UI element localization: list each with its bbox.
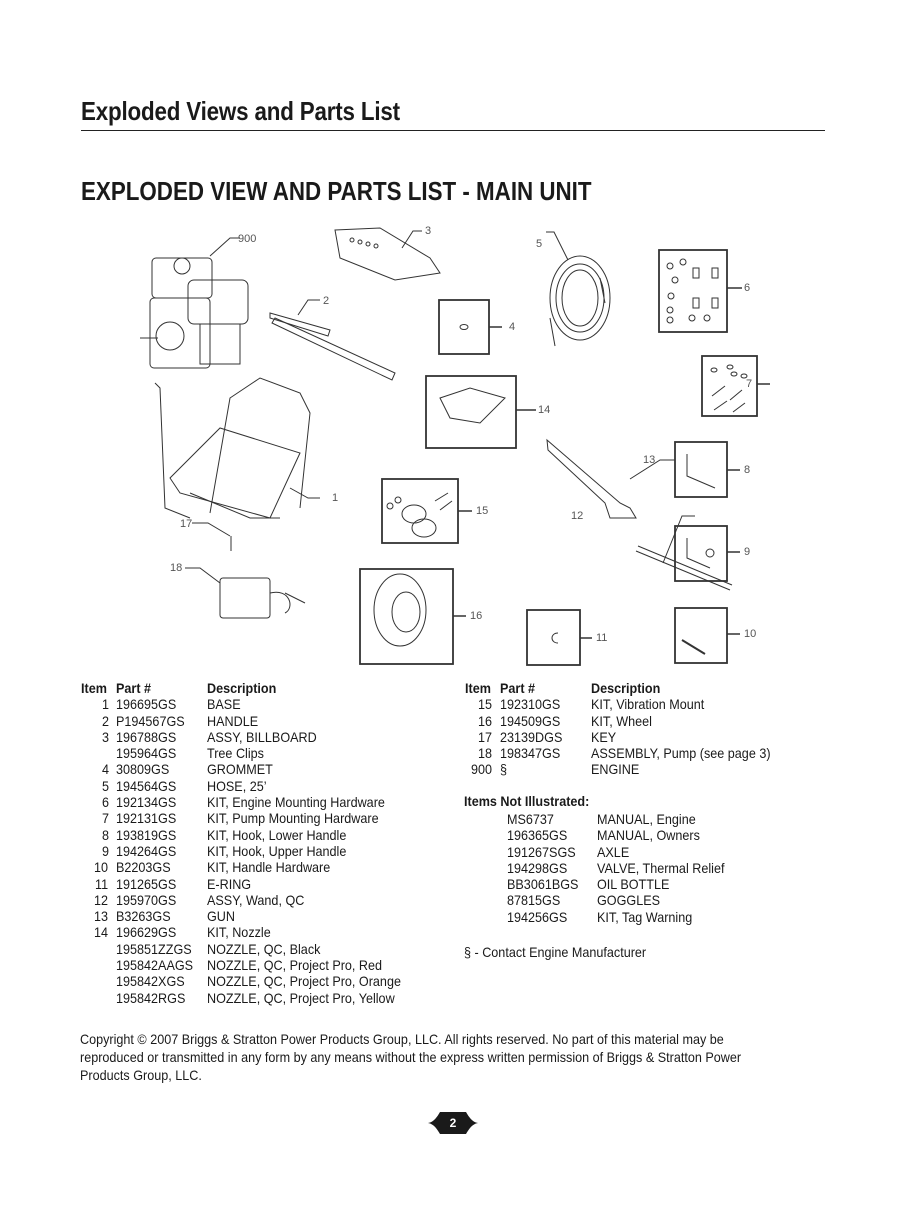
part-number: 194298GS (507, 859, 568, 876)
callout-1: 1 (332, 492, 339, 504)
item-number: 1 (102, 696, 110, 713)
table-row (464, 729, 790, 745)
page-number: 2 (449, 1116, 457, 1130)
item-number: 14 (94, 924, 109, 941)
part-description: MANUAL, Engine (597, 811, 696, 827)
item-number: 900 (470, 761, 492, 778)
table-header (80, 680, 423, 696)
copyright-line: Products Group, LLC. (80, 1067, 202, 1083)
part-description: NOZZLE, QC, Project Pro, Orange (207, 973, 401, 990)
e-ring-box (527, 610, 580, 665)
engine-footnote: § - Contact Engine Manufacturer (464, 944, 647, 960)
table-row (80, 713, 423, 729)
part-number: 191267SGS (507, 843, 576, 860)
callout-2: 2 (323, 295, 330, 307)
part-number: 194264GS (116, 842, 177, 859)
table-row (80, 745, 423, 761)
copyright-notice (80, 1030, 890, 1084)
item-number: 2 (102, 712, 110, 729)
table-row (80, 990, 423, 1006)
page-title: EXPLODED VIEW AND PARTS LIST - MAIN UNIT (81, 176, 592, 206)
item-number: 8 (102, 826, 110, 843)
part-description: KIT, Pump Mounting Hardware (207, 810, 379, 827)
copyright-line: Copyright © 2007 Briggs & Stratton Power Products Group, LLC. All rights reserved. No part of this material may be (80, 1031, 724, 1047)
list-item (507, 892, 739, 908)
table-row (464, 713, 790, 729)
table-row (80, 924, 423, 940)
part-description: GUN (207, 908, 236, 925)
part-description: KIT, Hook, Lower Handle (207, 826, 347, 843)
engine-illustration (140, 238, 248, 368)
part-number: 194256GS (507, 908, 568, 925)
item-number: 10 (94, 859, 109, 876)
table-row (464, 761, 790, 777)
part-description: OIL BOTTLE (597, 876, 670, 893)
item-number: 12 (94, 891, 109, 908)
callout-18: 18 (170, 562, 183, 574)
column-header-item: Item (81, 680, 108, 696)
item-number: 17 (478, 728, 493, 745)
part-number: 192134GS (116, 794, 177, 811)
part-description: NOZZLE, QC, Project Pro, Red (207, 957, 383, 974)
part-number: B3263GS (116, 908, 171, 925)
callout-13: 13 (643, 454, 656, 466)
part-number: 192131GS (116, 810, 177, 827)
part-number: 191265GS (116, 875, 177, 892)
part-number: 196629GS (116, 924, 177, 941)
table-row (80, 843, 423, 859)
part-description: ASSEMBLY, Pump (see page 3) (591, 745, 771, 762)
column-header-part: Part # (500, 680, 536, 696)
part-number: P194567GS (116, 712, 185, 729)
key-illustration (192, 523, 231, 551)
table-row (80, 696, 423, 712)
part-number: 196695GS (116, 696, 177, 713)
part-number: 87815GS (507, 892, 561, 909)
callout-9: 9 (744, 546, 751, 558)
item-number: 3 (102, 728, 110, 745)
items-not-illustrated-list (507, 811, 739, 925)
part-number: 195964GS (116, 745, 177, 762)
table-row (80, 810, 423, 826)
part-number: 192310GS (500, 696, 561, 713)
list-item (507, 811, 739, 827)
wand-illustration (636, 516, 732, 590)
callout-17: 17 (180, 518, 193, 530)
table-row (464, 745, 790, 761)
callout-12: 12 (571, 510, 584, 522)
table-row (80, 941, 423, 957)
item-number: 7 (102, 810, 110, 827)
section-title: Exploded Views and Parts List (81, 96, 400, 126)
table-row (80, 957, 423, 973)
part-number: B2203GS (116, 859, 171, 876)
item-number: 5 (102, 777, 110, 794)
part-description: Tree Clips (207, 745, 264, 762)
part-description: KIT, Wheel (591, 712, 652, 729)
table-row (80, 794, 423, 810)
callout-900: 900 (238, 233, 257, 245)
section-header (81, 94, 825, 128)
nozzle-kit-box (426, 376, 516, 448)
part-number: 23139DGS (500, 728, 563, 745)
part-description: KIT, Vibration Mount (591, 696, 705, 713)
list-item (507, 876, 739, 892)
part-description: VALVE, Thermal Relief (597, 859, 725, 876)
item-number: 18 (478, 745, 493, 762)
lower-hook-box (675, 442, 727, 497)
items-not-illustrated-heading: Items Not Illustrated: (464, 793, 590, 809)
header-divider (81, 130, 825, 131)
part-number: 196788GS (116, 728, 177, 745)
callout-14: 14 (538, 404, 551, 416)
base-frame-illustration (155, 378, 320, 518)
table-row (464, 696, 790, 712)
part-number: 195970GS (116, 891, 177, 908)
part-description: AXLE (597, 843, 630, 860)
table-row (80, 973, 423, 989)
part-number: 196365GS (507, 827, 568, 844)
part-description: ENGINE (591, 761, 640, 778)
table-row (80, 778, 423, 794)
part-number: 194564GS (116, 777, 177, 794)
grommet-box (439, 300, 489, 354)
column-header-description: Description (207, 680, 277, 696)
part-description: KIT, Nozzle (207, 924, 271, 941)
table-row (80, 859, 423, 875)
part-description: HOSE, 25’ (207, 777, 267, 794)
parts-table-left (80, 680, 423, 1006)
part-number: 30809GS (116, 761, 170, 778)
vibration-mount-box (382, 479, 458, 543)
table-row (80, 892, 423, 908)
part-number: MS6737 (507, 811, 554, 827)
part-number: BB3061BGS (507, 876, 579, 893)
callout-10: 10 (744, 628, 757, 640)
item-number: 15 (478, 696, 493, 713)
table-row (80, 827, 423, 843)
part-number: 193819GS (116, 826, 177, 843)
part-number: 198347GS (500, 745, 561, 762)
handle-illustration (270, 300, 395, 380)
table-row (80, 876, 423, 892)
copyright-line: reproduced or transmitted in any form by any means without the express written permission of Briggs & Stratton Power (80, 1049, 742, 1065)
part-number: 195842XGS (116, 973, 185, 990)
part-description: NOZZLE, QC, Project Pro, Yellow (207, 989, 395, 1006)
part-description: GOGGLES (597, 892, 661, 909)
parts-table-right (464, 680, 790, 778)
callout-11: 11 (596, 632, 608, 644)
item-number: 16 (478, 712, 493, 729)
gun-illustration (547, 440, 675, 518)
pump-illustration (185, 568, 305, 618)
column-header-description: Description (591, 680, 661, 696)
callout-4: 4 (509, 321, 516, 333)
table-row (80, 908, 423, 924)
handle-hardware-box (675, 608, 727, 663)
part-description: ASSY, Wand, QC (207, 891, 305, 908)
part-description: HANDLE (207, 712, 259, 729)
list-item (507, 909, 739, 925)
table-header (464, 680, 790, 696)
part-number: 195842RGS (116, 989, 186, 1006)
callout-6: 6 (744, 282, 751, 294)
part-number: § (500, 761, 508, 778)
callout-5: 5 (536, 238, 543, 250)
callout-15: 15 (476, 505, 489, 517)
column-header-item: Item (465, 680, 492, 696)
item-number: 9 (102, 842, 110, 859)
part-description: KIT, Engine Mounting Hardware (207, 794, 385, 811)
table-row (80, 729, 423, 745)
callout-7: 7 (746, 378, 753, 390)
callout-3: 3 (425, 225, 432, 237)
part-number: 195842AAGS (116, 957, 194, 974)
table-row (80, 761, 423, 777)
item-number: 4 (102, 761, 110, 778)
part-description: NOZZLE, QC, Black (207, 940, 321, 957)
part-description: KEY (591, 728, 617, 745)
exploded-diagram-drawing (130, 218, 790, 673)
list-item (507, 844, 739, 860)
part-description: KIT, Hook, Upper Handle (207, 842, 347, 859)
callout-16: 16 (470, 610, 483, 622)
page-number-badge (428, 1111, 478, 1135)
part-description: ASSY, BILLBOARD (207, 728, 317, 745)
column-header-part: Part # (116, 680, 152, 696)
part-number: 195851ZZGS (116, 940, 192, 957)
part-description: GROMMET (207, 761, 273, 778)
part-description: KIT, Handle Hardware (207, 859, 331, 876)
list-item (507, 860, 739, 876)
part-description: E-RING (207, 875, 252, 892)
part-description: KIT, Tag Warning (597, 908, 693, 925)
list-item (507, 827, 739, 843)
part-number: 194509GS (500, 712, 561, 729)
part-description: MANUAL, Owners (597, 827, 700, 844)
upper-hook-box (675, 526, 727, 581)
item-number: 13 (94, 908, 109, 925)
part-description: BASE (207, 696, 241, 713)
engine-mounting-box (659, 250, 727, 332)
callout-8: 8 (744, 464, 751, 476)
item-number: 6 (102, 794, 110, 811)
hose-illustration (546, 232, 610, 346)
item-number: 11 (95, 875, 109, 892)
exploded-view-diagram (130, 218, 790, 673)
